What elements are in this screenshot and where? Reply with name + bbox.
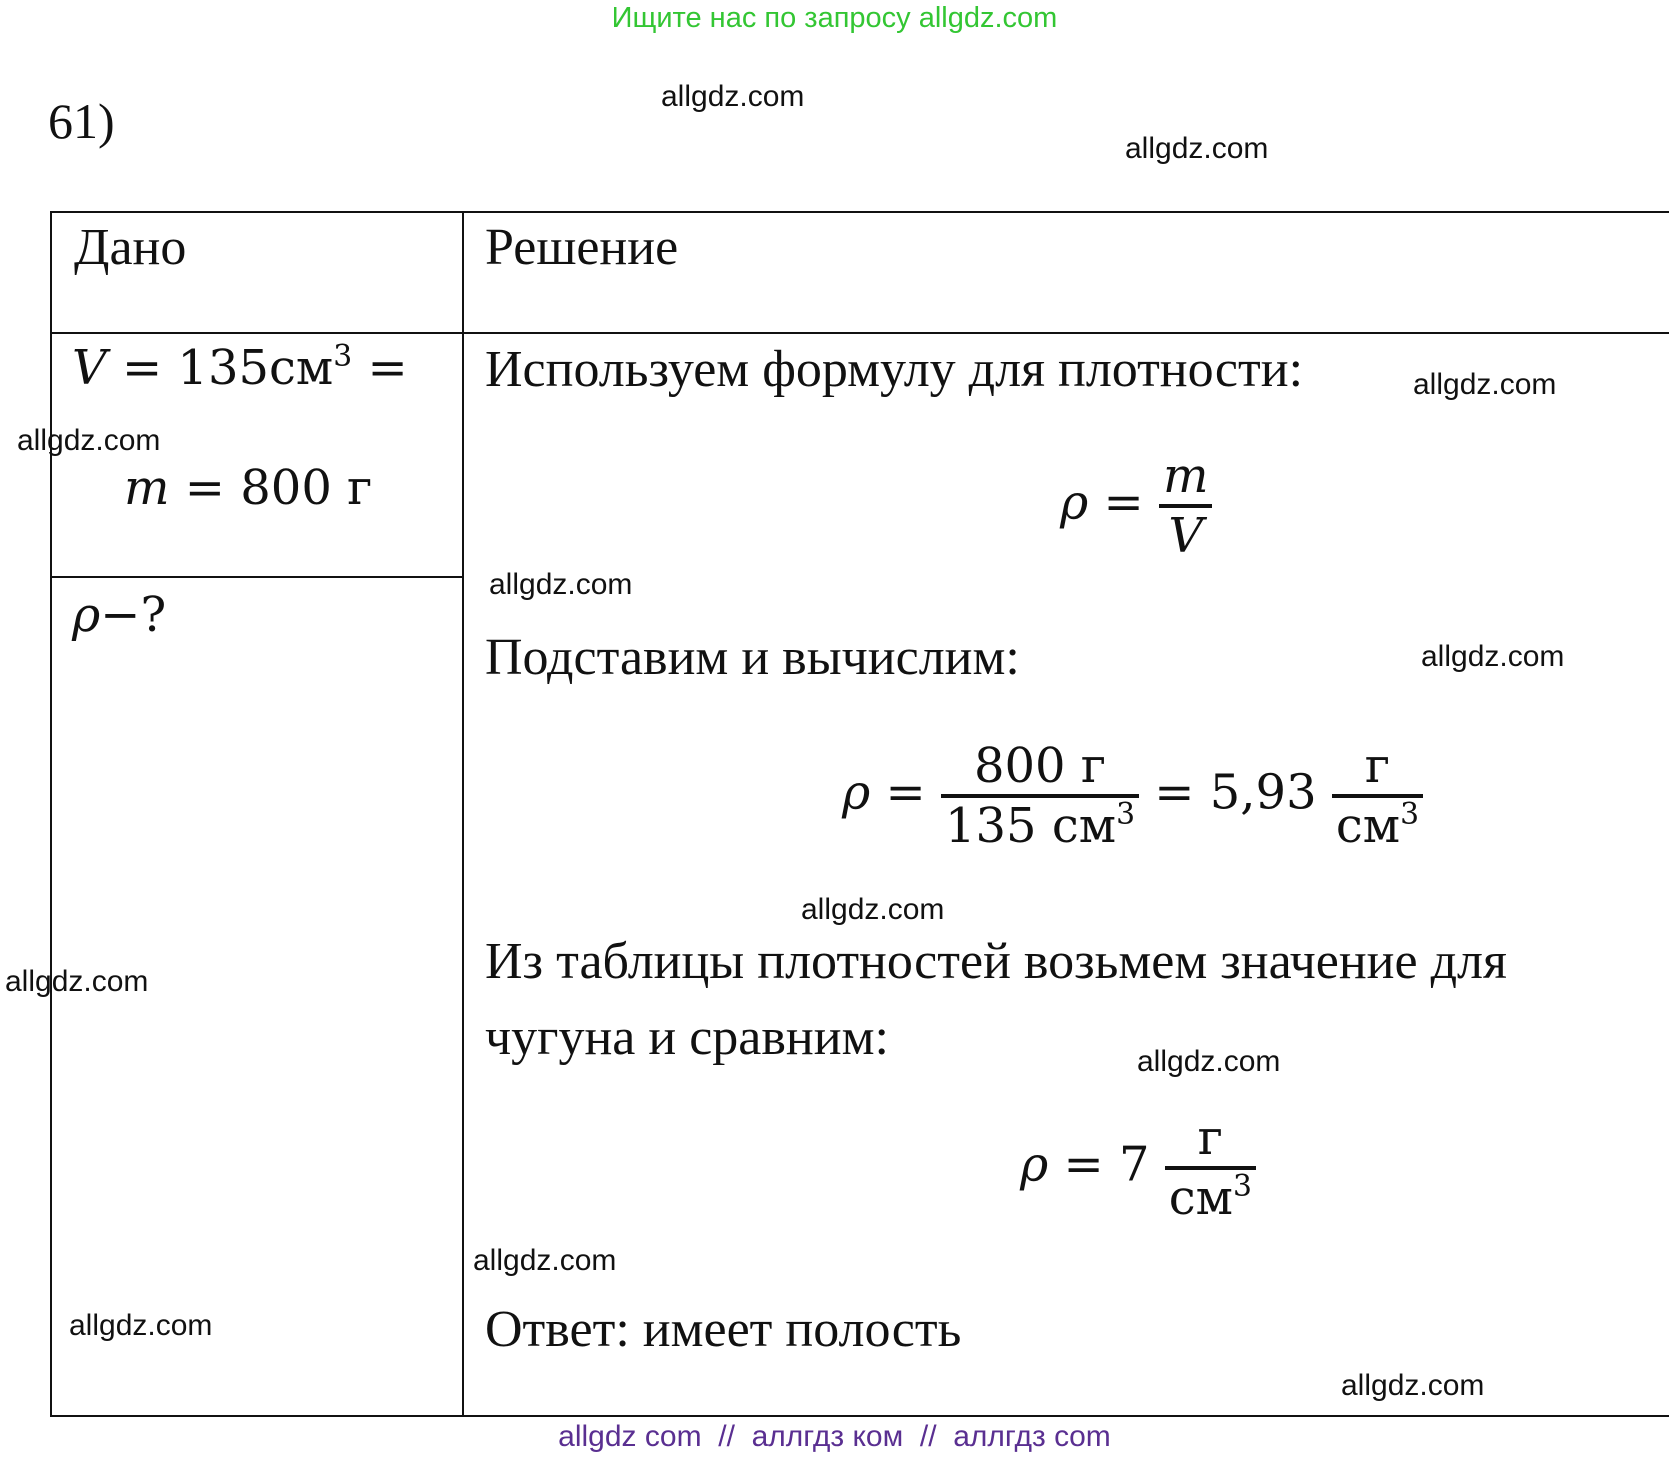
formula-eq: = — [1103, 474, 1144, 531]
watermark: allgdz.com — [489, 568, 633, 601]
top-banner: Ищите нас по запросу allgdz.com — [611, 2, 1058, 34]
watermark: allgdz.com — [17, 424, 161, 457]
watermark: allgdz.com — [1421, 640, 1565, 673]
given-volume — [72, 340, 408, 396]
header-divider — [50, 332, 1669, 334]
table-value-unit-fraction — [1165, 1110, 1256, 1226]
step3-line1: Из таблицы плотностей возьмем значение для — [485, 933, 1507, 990]
calc-numerator: 800 г — [973, 738, 1106, 794]
column-divider — [462, 211, 464, 1417]
watermark: allgdz.com — [5, 965, 149, 998]
problem-number: 61) — [48, 93, 115, 149]
table-value-unit-denominator: $см^3$ — [1168, 1169, 1252, 1226]
mass-value: = 800 г — [184, 460, 373, 516]
watermark: allgdz.com — [661, 80, 805, 113]
watermark: allgdz.com — [1413, 368, 1557, 401]
formula-lhs: ρ — [1060, 474, 1089, 531]
table-left-border — [50, 211, 52, 1417]
given-find — [72, 587, 166, 643]
volume-symbol: V — [72, 340, 107, 396]
volume-tail: = — [367, 340, 408, 396]
watermark: allgdz.com — [801, 893, 945, 926]
density-calculation — [842, 738, 1423, 854]
volume-exponent: 3 — [333, 339, 353, 375]
calc-unit-denominator: $см^3$ — [1335, 797, 1420, 854]
mass-symbol: m — [124, 460, 170, 516]
find-text: −? — [100, 587, 167, 643]
calc-fraction — [941, 738, 1139, 854]
table-top-border — [50, 211, 1669, 213]
calc-denominator: 135 $см^3$ — [944, 797, 1135, 854]
formula-fraction — [1159, 448, 1213, 564]
calc-unit-numerator: г — [1364, 738, 1391, 794]
calc-eq: = — [885, 764, 926, 821]
formula-numerator: m — [1162, 448, 1209, 504]
step1-text: Используем формулу для плотности: — [485, 341, 1304, 398]
table-value-lhs: ρ — [1020, 1136, 1049, 1193]
find-symbol: ρ — [72, 587, 101, 643]
watermark: allgdz.com — [473, 1244, 617, 1277]
table-bottom-border — [50, 1415, 1669, 1417]
density-formula — [1060, 448, 1212, 564]
step2-text: Подставим и вычислим: — [485, 629, 1020, 686]
watermark: allgdz.com — [1125, 132, 1269, 165]
watermark: allgdz.com — [69, 1309, 213, 1342]
step3-line2: чугуна и сравним: — [485, 1009, 889, 1066]
calc-result: = 5,93 — [1154, 764, 1317, 821]
calc-lhs: ρ — [842, 764, 871, 821]
given-divider — [50, 576, 464, 578]
table-value-eq: = 7 — [1063, 1136, 1150, 1193]
footer-links: allgdz com // аллгдз ком // аллгдз com — [558, 1420, 1111, 1453]
table-value-unit-numerator: г — [1197, 1110, 1223, 1166]
given-header: Дано — [74, 219, 187, 276]
table-density-value — [1020, 1110, 1256, 1226]
given-mass — [124, 460, 372, 516]
watermark: allgdz.com — [1137, 1045, 1281, 1078]
calc-unit-fraction — [1332, 738, 1423, 854]
formula-denominator: V — [1168, 508, 1204, 564]
answer-text: Ответ: имеет полость — [485, 1301, 962, 1358]
volume-value: = 135см — [121, 340, 334, 396]
watermark: allgdz.com — [1341, 1369, 1485, 1402]
solution-header: Решение — [485, 219, 679, 276]
